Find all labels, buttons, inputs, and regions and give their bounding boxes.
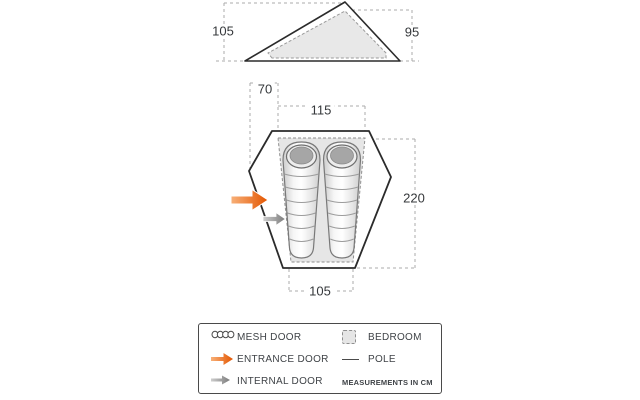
plan-inner-width-label: 115: [308, 104, 335, 117]
legend-item-bedroom: [342, 330, 422, 344]
plan-foot-width-label: 105: [306, 285, 334, 298]
bedroom-swatch-icon: [342, 330, 368, 344]
profile-right-height-label: 95: [402, 26, 422, 39]
legend-box: [198, 323, 442, 394]
pole-label: POLE: [368, 353, 396, 365]
plan-porch-depth-label: 70: [255, 83, 275, 96]
legend-item-pole: [342, 352, 396, 366]
sleeping-bag-left: [283, 142, 320, 258]
bag-opening-right: [331, 147, 354, 164]
plan-length-label: 220: [400, 192, 428, 205]
profile-left-height-label: 105: [209, 25, 237, 38]
entrance-door-label: ENTRANCE DOOR: [237, 353, 329, 365]
bag-opening-left: [290, 147, 313, 164]
plan-view: [231, 131, 391, 268]
bedroom-label: BEDROOM: [368, 331, 422, 343]
internal-door-label: INTERNAL DOOR: [237, 375, 323, 387]
legend-item-internal-door: [211, 374, 323, 388]
pole-line-icon: [342, 359, 368, 360]
legend-item-entrance-door: [211, 352, 329, 366]
mesh-door-label: MESH DOOR: [237, 331, 302, 343]
sleeping-bag-right: [324, 142, 361, 258]
legend-item-mesh-door: [211, 330, 301, 344]
measurements-note: MEASUREMENTS IN CM: [342, 377, 433, 387]
legend-item-measurements-note: [342, 375, 433, 389]
profile-view: [245, 2, 400, 61]
